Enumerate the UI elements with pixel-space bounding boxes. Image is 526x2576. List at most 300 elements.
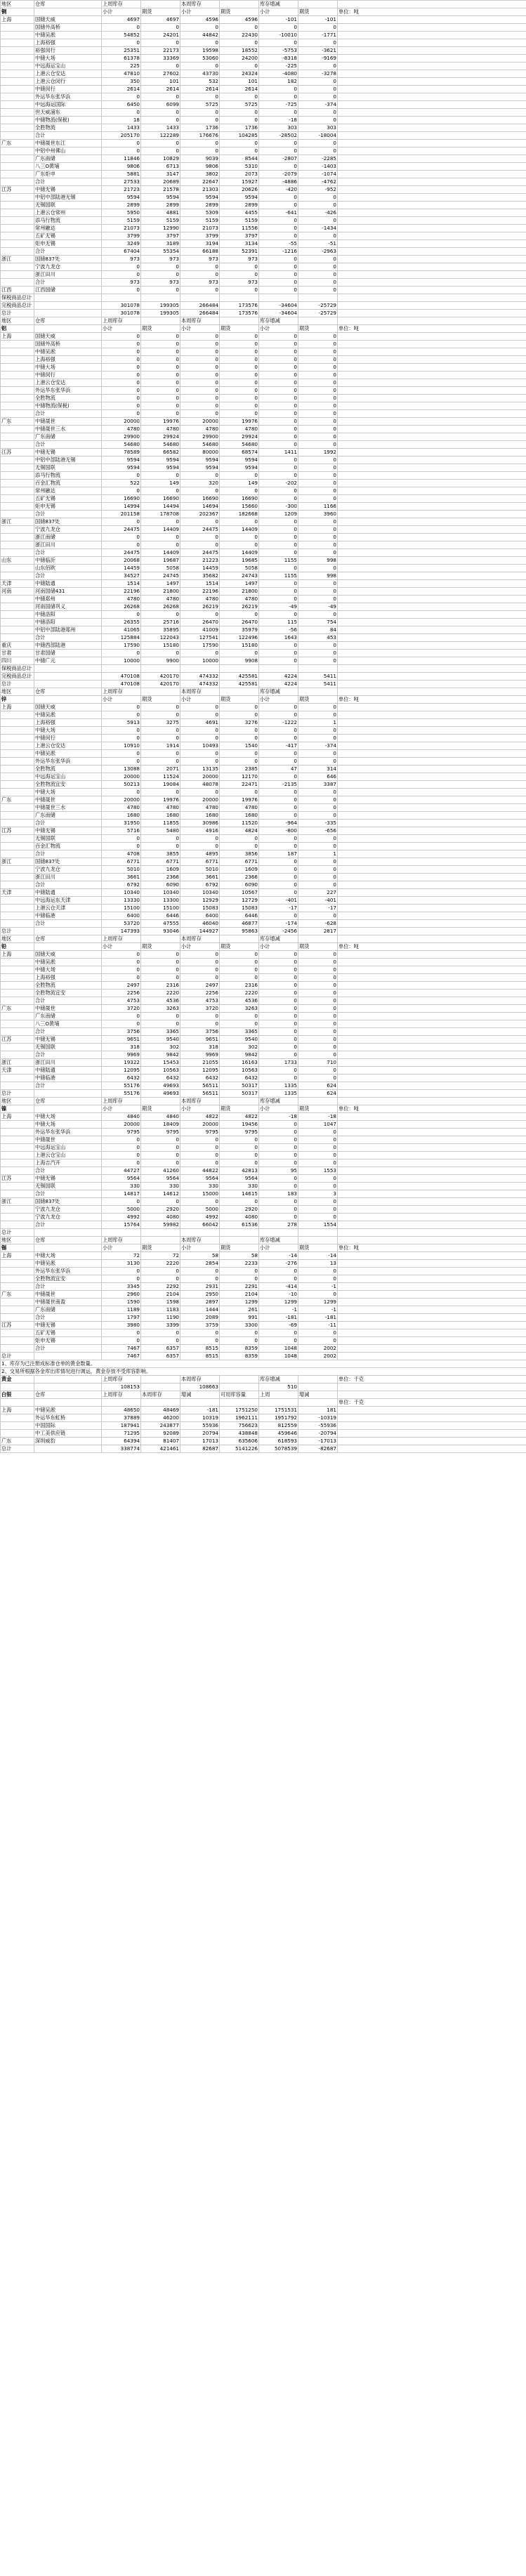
value-cell: 0 bbox=[220, 835, 259, 843]
value-cell: 0 bbox=[141, 287, 180, 294]
region-cell bbox=[1, 634, 34, 642]
warehouse-cell: 广东南储 bbox=[34, 1306, 102, 1314]
value-cell: -10319 bbox=[298, 1414, 338, 1422]
value-cell: 9969 bbox=[180, 1051, 220, 1059]
blank-cell bbox=[141, 688, 180, 696]
region-cell bbox=[1, 1020, 34, 1028]
value-cell: 0 bbox=[298, 1144, 338, 1152]
value-cell: 0 bbox=[102, 1275, 141, 1283]
blank-cell bbox=[338, 572, 526, 580]
value-cell: 0 bbox=[298, 1036, 338, 1044]
value-cell: 1733 bbox=[259, 1059, 298, 1067]
futures-header: 期货 bbox=[220, 8, 259, 16]
value-cell: 0 bbox=[298, 263, 338, 271]
last-week-header: 上周库存 bbox=[102, 1237, 141, 1244]
blank-cell bbox=[338, 1275, 526, 1283]
value-cell: 302 bbox=[220, 1044, 259, 1051]
unit-label: 单位：千克 bbox=[338, 1376, 526, 1384]
warehouse-cell: 中铝中部陆港无锡 bbox=[34, 194, 102, 202]
value-cell: 1 bbox=[298, 850, 338, 858]
section-subheader-row bbox=[1, 1105, 526, 1113]
value-cell: -2079 bbox=[259, 171, 298, 178]
blank-cell bbox=[338, 433, 526, 441]
blank-cell bbox=[338, 820, 526, 827]
value-cell: 2385 bbox=[220, 765, 259, 773]
value-cell: 9795 bbox=[141, 1129, 180, 1136]
value-cell: 320 bbox=[180, 480, 220, 487]
value-cell: 6713 bbox=[141, 163, 180, 171]
blank-cell bbox=[338, 317, 526, 325]
warehouse-cell: 河南国储巩义 bbox=[34, 603, 102, 611]
blank-cell bbox=[338, 225, 526, 232]
value-cell: 0 bbox=[102, 379, 141, 387]
value-cell: 0 bbox=[102, 287, 141, 294]
table-row bbox=[1, 240, 526, 248]
region-cell bbox=[1, 1345, 34, 1353]
warehouse-cell: 山东佰欧 bbox=[34, 565, 102, 572]
warehouse-cell bbox=[34, 928, 102, 935]
warehouse-cell: 上海裕强 bbox=[34, 974, 102, 982]
blank-cell bbox=[338, 263, 526, 271]
region-cell bbox=[1, 789, 34, 796]
value-cell: 1914 bbox=[141, 742, 180, 750]
warehouse-cell: 上海裕强 bbox=[34, 719, 102, 727]
value-cell: 12095 bbox=[102, 1067, 141, 1075]
value-cell: 29924 bbox=[220, 433, 259, 441]
warehouse-cell: 宁波九龙仓 bbox=[34, 1206, 102, 1214]
value-cell: 4536 bbox=[220, 997, 259, 1005]
warehouse-cell: 中储无锡 bbox=[34, 186, 102, 194]
blank-cell bbox=[338, 858, 526, 866]
region-cell: 总计 bbox=[1, 928, 34, 935]
section-subheader-row bbox=[1, 8, 526, 16]
value-cell: -952 bbox=[298, 186, 338, 194]
value-cell: 0 bbox=[220, 379, 259, 387]
blank-cell bbox=[338, 765, 526, 773]
value-cell: 115 bbox=[259, 619, 298, 626]
value-cell: 12095 bbox=[180, 1067, 220, 1075]
value-cell: 0 bbox=[141, 1329, 180, 1337]
value-cell: 178708 bbox=[141, 511, 180, 518]
table-row bbox=[1, 449, 526, 456]
value-cell: 1797 bbox=[102, 1314, 141, 1322]
value-cell: 6771 bbox=[220, 858, 259, 866]
value-cell: 54680 bbox=[220, 441, 259, 449]
value-cell: 81407 bbox=[141, 1438, 180, 1445]
value-cell: 20000 bbox=[180, 1121, 220, 1129]
value-cell: -3621 bbox=[298, 47, 338, 55]
value-cell: 0 bbox=[298, 1075, 338, 1082]
value-cell: 0 bbox=[220, 387, 259, 395]
value-cell: 3147 bbox=[141, 171, 180, 178]
blank-cell bbox=[338, 905, 526, 912]
value-cell: -82687 bbox=[298, 1445, 338, 1453]
region-header: 地区 bbox=[1, 935, 34, 943]
value-cell: 9594 bbox=[180, 456, 220, 464]
gold-value-row bbox=[1, 1384, 526, 1391]
value-cell: 0 bbox=[102, 1152, 141, 1159]
value-cell: 4780 bbox=[102, 426, 141, 433]
region-cell bbox=[1, 850, 34, 858]
warehouse-cell: 合计 bbox=[34, 572, 102, 580]
value-cell: 2366 bbox=[141, 874, 180, 881]
value-cell: 9842 bbox=[141, 1051, 180, 1059]
value-cell: -374 bbox=[298, 101, 338, 109]
value-cell: 0 bbox=[298, 472, 338, 480]
value-cell: 4780 bbox=[220, 596, 259, 603]
value-cell: 0 bbox=[180, 611, 220, 619]
value-cell: 2071 bbox=[141, 765, 180, 773]
warehouse-cell: 合计 bbox=[34, 410, 102, 418]
value-cell: 0 bbox=[180, 109, 220, 117]
value-cell: 0 bbox=[259, 812, 298, 820]
total-row bbox=[1, 1028, 526, 1036]
warehouse-cell: 百金汇物流 bbox=[34, 843, 102, 850]
blank-cell bbox=[338, 812, 526, 820]
futures-header: 期货 bbox=[298, 1105, 338, 1113]
table-row bbox=[1, 711, 526, 719]
table-row bbox=[1, 155, 526, 163]
table-row bbox=[1, 758, 526, 765]
value-cell: 6432 bbox=[141, 1075, 180, 1082]
value-cell: 0 bbox=[298, 642, 338, 650]
warehouse-cell: 中储吴淞 bbox=[34, 32, 102, 39]
value-cell: 2104 bbox=[141, 1291, 180, 1299]
value-cell: 318 bbox=[180, 1044, 220, 1051]
value-cell: -25729 bbox=[298, 302, 338, 310]
warehouse-cell: 合计 bbox=[34, 248, 102, 256]
value-cell: 15453 bbox=[141, 1059, 180, 1067]
table-row bbox=[1, 186, 526, 194]
value-cell: 9842 bbox=[220, 1051, 259, 1059]
value-cell: 0 bbox=[298, 487, 338, 495]
value-cell: 41260 bbox=[141, 1167, 180, 1175]
value-cell: 0 bbox=[298, 194, 338, 202]
warehouse-cell: 中储无锡 bbox=[34, 1036, 102, 1044]
unit-label: 单位：吨 bbox=[338, 8, 526, 16]
value-cell: 0 bbox=[141, 650, 180, 657]
region-cell bbox=[1, 1152, 34, 1159]
warehouse-cell: 全胜物流 bbox=[34, 982, 102, 990]
value-cell: -374 bbox=[298, 742, 338, 750]
value-cell: 4992 bbox=[102, 1214, 141, 1221]
blank-cell bbox=[338, 155, 526, 163]
value-cell: 0 bbox=[298, 86, 338, 93]
futures-header: 期货 bbox=[298, 1244, 338, 1252]
warehouse-cell: 中储洛阳 bbox=[34, 619, 102, 626]
blank-cell bbox=[180, 1399, 220, 1407]
blank-cell bbox=[338, 1430, 526, 1438]
value-cell: 22430 bbox=[220, 32, 259, 39]
value-cell: 0 bbox=[220, 650, 259, 657]
warehouse-cell: 浙江田川 bbox=[34, 1059, 102, 1067]
value-cell: 29900 bbox=[102, 433, 141, 441]
value-cell: 0 bbox=[141, 333, 180, 341]
value-cell: 19976 bbox=[220, 418, 259, 426]
value-cell: 0 bbox=[298, 63, 338, 70]
value-cell: 0 bbox=[298, 796, 338, 804]
value-cell: 1444 bbox=[180, 1306, 220, 1314]
value-cell: 10319 bbox=[180, 1414, 220, 1422]
warehouse-cell: 上海裕强 bbox=[34, 356, 102, 364]
table-row bbox=[1, 341, 526, 348]
value-cell: 42813 bbox=[220, 1167, 259, 1175]
value-cell: 0 bbox=[220, 727, 259, 735]
region-cell: 总计 bbox=[1, 1229, 34, 1237]
region-cell: 江苏 bbox=[1, 1036, 34, 1044]
value-cell: 78589 bbox=[102, 449, 141, 456]
blank-cell bbox=[338, 1082, 526, 1090]
value-cell: -56 bbox=[259, 626, 298, 634]
region-header: 地区 bbox=[1, 1, 34, 8]
value-cell: 0 bbox=[102, 711, 141, 719]
region-cell bbox=[1, 503, 34, 511]
value-cell: 0 bbox=[102, 356, 141, 364]
value-cell: 2497 bbox=[102, 982, 141, 990]
value-cell: 144927 bbox=[180, 928, 220, 935]
total-row bbox=[1, 1314, 526, 1322]
value-cell: 0 bbox=[298, 287, 338, 294]
value-cell: 47 bbox=[259, 765, 298, 773]
blank-cell bbox=[338, 55, 526, 63]
value-cell: 646 bbox=[298, 773, 338, 781]
blank-cell bbox=[338, 402, 526, 410]
blank-cell bbox=[141, 1399, 180, 1407]
blank-cell bbox=[34, 8, 102, 16]
blank-cell bbox=[338, 935, 526, 943]
value-cell: 5159 bbox=[141, 217, 180, 225]
value-cell: 0 bbox=[102, 843, 141, 850]
value-cell: 0 bbox=[259, 758, 298, 765]
table-row bbox=[1, 78, 526, 86]
region-cell bbox=[1, 1121, 34, 1129]
blank-cell bbox=[338, 912, 526, 920]
value-cell: 0 bbox=[298, 426, 338, 433]
value-cell: 0 bbox=[298, 433, 338, 441]
value-cell: 0 bbox=[102, 348, 141, 356]
value-cell: -174 bbox=[259, 920, 298, 928]
value-cell: 0 bbox=[298, 1028, 338, 1036]
blank-cell bbox=[338, 1337, 526, 1345]
table-row bbox=[1, 418, 526, 426]
region-cell bbox=[1, 487, 34, 495]
total-row bbox=[1, 549, 526, 557]
region-cell bbox=[1, 464, 34, 472]
value-cell: 0 bbox=[102, 487, 141, 495]
blank-cell bbox=[338, 1353, 526, 1360]
region-cell bbox=[1, 171, 34, 178]
value-cell: 6357 bbox=[141, 1353, 180, 1360]
region-header: 地区 bbox=[1, 1098, 34, 1105]
table-row bbox=[1, 271, 526, 279]
blank-cell bbox=[338, 650, 526, 657]
value-cell: 314 bbox=[298, 765, 338, 773]
value-cell: 3756 bbox=[180, 1028, 220, 1036]
region-cell bbox=[1, 866, 34, 874]
blank-cell bbox=[338, 379, 526, 387]
value-cell: 101 bbox=[220, 78, 259, 86]
table-row bbox=[1, 232, 526, 240]
value-cell: 0 bbox=[298, 990, 338, 997]
value-cell: 1609 bbox=[220, 866, 259, 874]
value-cell: 0 bbox=[220, 93, 259, 101]
value-cell: 3720 bbox=[102, 1005, 141, 1013]
warehouse-cell: 浙江田川 bbox=[34, 271, 102, 279]
value-cell: 6792 bbox=[180, 881, 220, 889]
region-cell bbox=[1, 1275, 34, 1283]
value-cell: 11556 bbox=[220, 225, 259, 232]
value-cell: 2316 bbox=[141, 982, 180, 990]
region-cell bbox=[1, 727, 34, 735]
gold-this-value: 108663 bbox=[180, 1384, 220, 1391]
value-cell: 0 bbox=[298, 1291, 338, 1299]
last-week-header: 上周库存 bbox=[102, 935, 141, 943]
value-cell: 49693 bbox=[141, 1082, 180, 1090]
value-cell: 14612 bbox=[141, 1190, 180, 1198]
value-cell: 0 bbox=[102, 93, 141, 101]
value-cell: 10493 bbox=[180, 742, 220, 750]
value-cell: 2899 bbox=[141, 202, 180, 209]
value-cell: 2002 bbox=[298, 1345, 338, 1353]
blank-cell bbox=[338, 32, 526, 39]
value-cell: 1189 bbox=[102, 1306, 141, 1314]
region-cell: 上海 bbox=[1, 1252, 34, 1260]
warehouse-cell: 八三O黄埔 bbox=[34, 163, 102, 171]
value-cell: 0 bbox=[298, 372, 338, 379]
value-cell: 1590 bbox=[102, 1299, 141, 1306]
unit-label: 单位：千克 bbox=[338, 1399, 526, 1407]
blank-cell bbox=[338, 874, 526, 881]
region-cell bbox=[1, 781, 34, 789]
region-cell bbox=[1, 735, 34, 742]
region-cell: 完税商品总计 bbox=[1, 302, 34, 310]
blank-cell bbox=[338, 1059, 526, 1067]
value-cell: 0 bbox=[141, 472, 180, 480]
value-cell: 0 bbox=[141, 147, 180, 155]
value-cell: 0 bbox=[259, 1206, 298, 1214]
blank-cell bbox=[298, 317, 338, 325]
value-cell: 0 bbox=[180, 1152, 220, 1159]
total-row bbox=[1, 441, 526, 449]
value-cell: 5411 bbox=[298, 673, 338, 681]
blank-cell bbox=[338, 47, 526, 55]
blank-cell bbox=[338, 711, 526, 719]
warehouse-cell: 合计 bbox=[34, 850, 102, 858]
gold-this-header: 本周库存 bbox=[180, 1376, 220, 1384]
value-cell: 0 bbox=[259, 1028, 298, 1036]
value-cell: 16690 bbox=[180, 495, 220, 503]
table-row bbox=[1, 1067, 526, 1075]
value-cell: 3399 bbox=[141, 1322, 180, 1329]
warehouse-cell: 添马行物流 bbox=[34, 472, 102, 480]
value-cell: 0 bbox=[259, 456, 298, 464]
value-cell: -17013 bbox=[298, 1438, 338, 1445]
region-cell bbox=[1, 997, 34, 1005]
table-row bbox=[1, 765, 526, 773]
value-cell: 3661 bbox=[102, 874, 141, 881]
warehouse-cell: 中储大场 bbox=[34, 727, 102, 735]
table-row bbox=[1, 1044, 526, 1051]
blank-cell bbox=[338, 982, 526, 990]
blank-cell bbox=[338, 549, 526, 557]
table-row bbox=[1, 333, 526, 341]
value-cell: 0 bbox=[259, 1198, 298, 1206]
value-cell: -417 bbox=[259, 742, 298, 750]
region-cell bbox=[1, 603, 34, 611]
value-cell: 0 bbox=[259, 86, 298, 93]
value-cell: 5725 bbox=[220, 101, 259, 109]
value-cell: 0 bbox=[298, 549, 338, 557]
value-cell: 0 bbox=[180, 966, 220, 974]
value-cell: 187 bbox=[259, 850, 298, 858]
value-cell bbox=[141, 665, 180, 673]
unit-label: 单位：吨 bbox=[338, 325, 526, 333]
value-cell: 12170 bbox=[220, 773, 259, 781]
blank-cell bbox=[102, 1399, 141, 1407]
table-row bbox=[1, 966, 526, 974]
warehouse-cell: 五矿无锡 bbox=[34, 1329, 102, 1337]
value-cell: 1680 bbox=[102, 812, 141, 820]
warehouse-cell: 中储西部陆港 bbox=[34, 642, 102, 650]
warehouse-cell: 中储晟世 bbox=[34, 796, 102, 804]
value-cell: 0 bbox=[141, 951, 180, 959]
value-cell: 303 bbox=[259, 124, 298, 132]
value-cell: 0 bbox=[259, 426, 298, 433]
value-cell: 1643 bbox=[259, 634, 298, 642]
value-cell: 0 bbox=[259, 202, 298, 209]
warehouse-cell: 合计 bbox=[34, 997, 102, 1005]
table-row bbox=[1, 163, 526, 171]
value-cell: 18409 bbox=[141, 1121, 180, 1129]
value-cell: 0 bbox=[259, 24, 298, 32]
value-cell: 27602 bbox=[141, 70, 180, 78]
value-cell: -34604 bbox=[259, 302, 298, 310]
blank-cell bbox=[338, 642, 526, 650]
value-cell: 2220 bbox=[141, 990, 180, 997]
region-cell bbox=[1, 912, 34, 920]
region-cell bbox=[1, 626, 34, 634]
blank-cell bbox=[338, 580, 526, 588]
value-cell: 8359 bbox=[220, 1353, 259, 1360]
value-cell bbox=[220, 665, 259, 673]
value-cell: 5010 bbox=[102, 866, 141, 874]
value-cell: 173576 bbox=[220, 302, 259, 310]
warehouse-cell bbox=[34, 673, 102, 681]
value-cell: 0 bbox=[298, 565, 338, 572]
blank-cell bbox=[34, 1399, 102, 1407]
value-cell: 0 bbox=[102, 1198, 141, 1206]
blank-cell bbox=[338, 372, 526, 379]
value-cell: 1433 bbox=[102, 124, 141, 132]
value-cell: 14615 bbox=[220, 1190, 259, 1198]
warehouse-cell: 广东炬申 bbox=[34, 171, 102, 178]
value-cell: 0 bbox=[298, 1044, 338, 1051]
table-row bbox=[1, 1291, 526, 1299]
value-cell bbox=[220, 294, 259, 302]
value-cell: -34604 bbox=[259, 310, 298, 317]
value-cell: 201158 bbox=[102, 511, 141, 518]
warehouse-cell: 中远海运宝山 bbox=[34, 773, 102, 781]
value-cell: 0 bbox=[180, 1275, 220, 1283]
value-cell: 2316 bbox=[220, 982, 259, 990]
gold-title: 黄金 bbox=[1, 1376, 34, 1384]
value-cell: 0 bbox=[180, 287, 220, 294]
value-cell: 0 bbox=[298, 256, 338, 263]
value-cell: 1751531 bbox=[259, 1407, 298, 1414]
value-cell: 0 bbox=[259, 804, 298, 812]
value-cell: 8359 bbox=[220, 1345, 259, 1353]
blank-cell bbox=[338, 1283, 526, 1291]
